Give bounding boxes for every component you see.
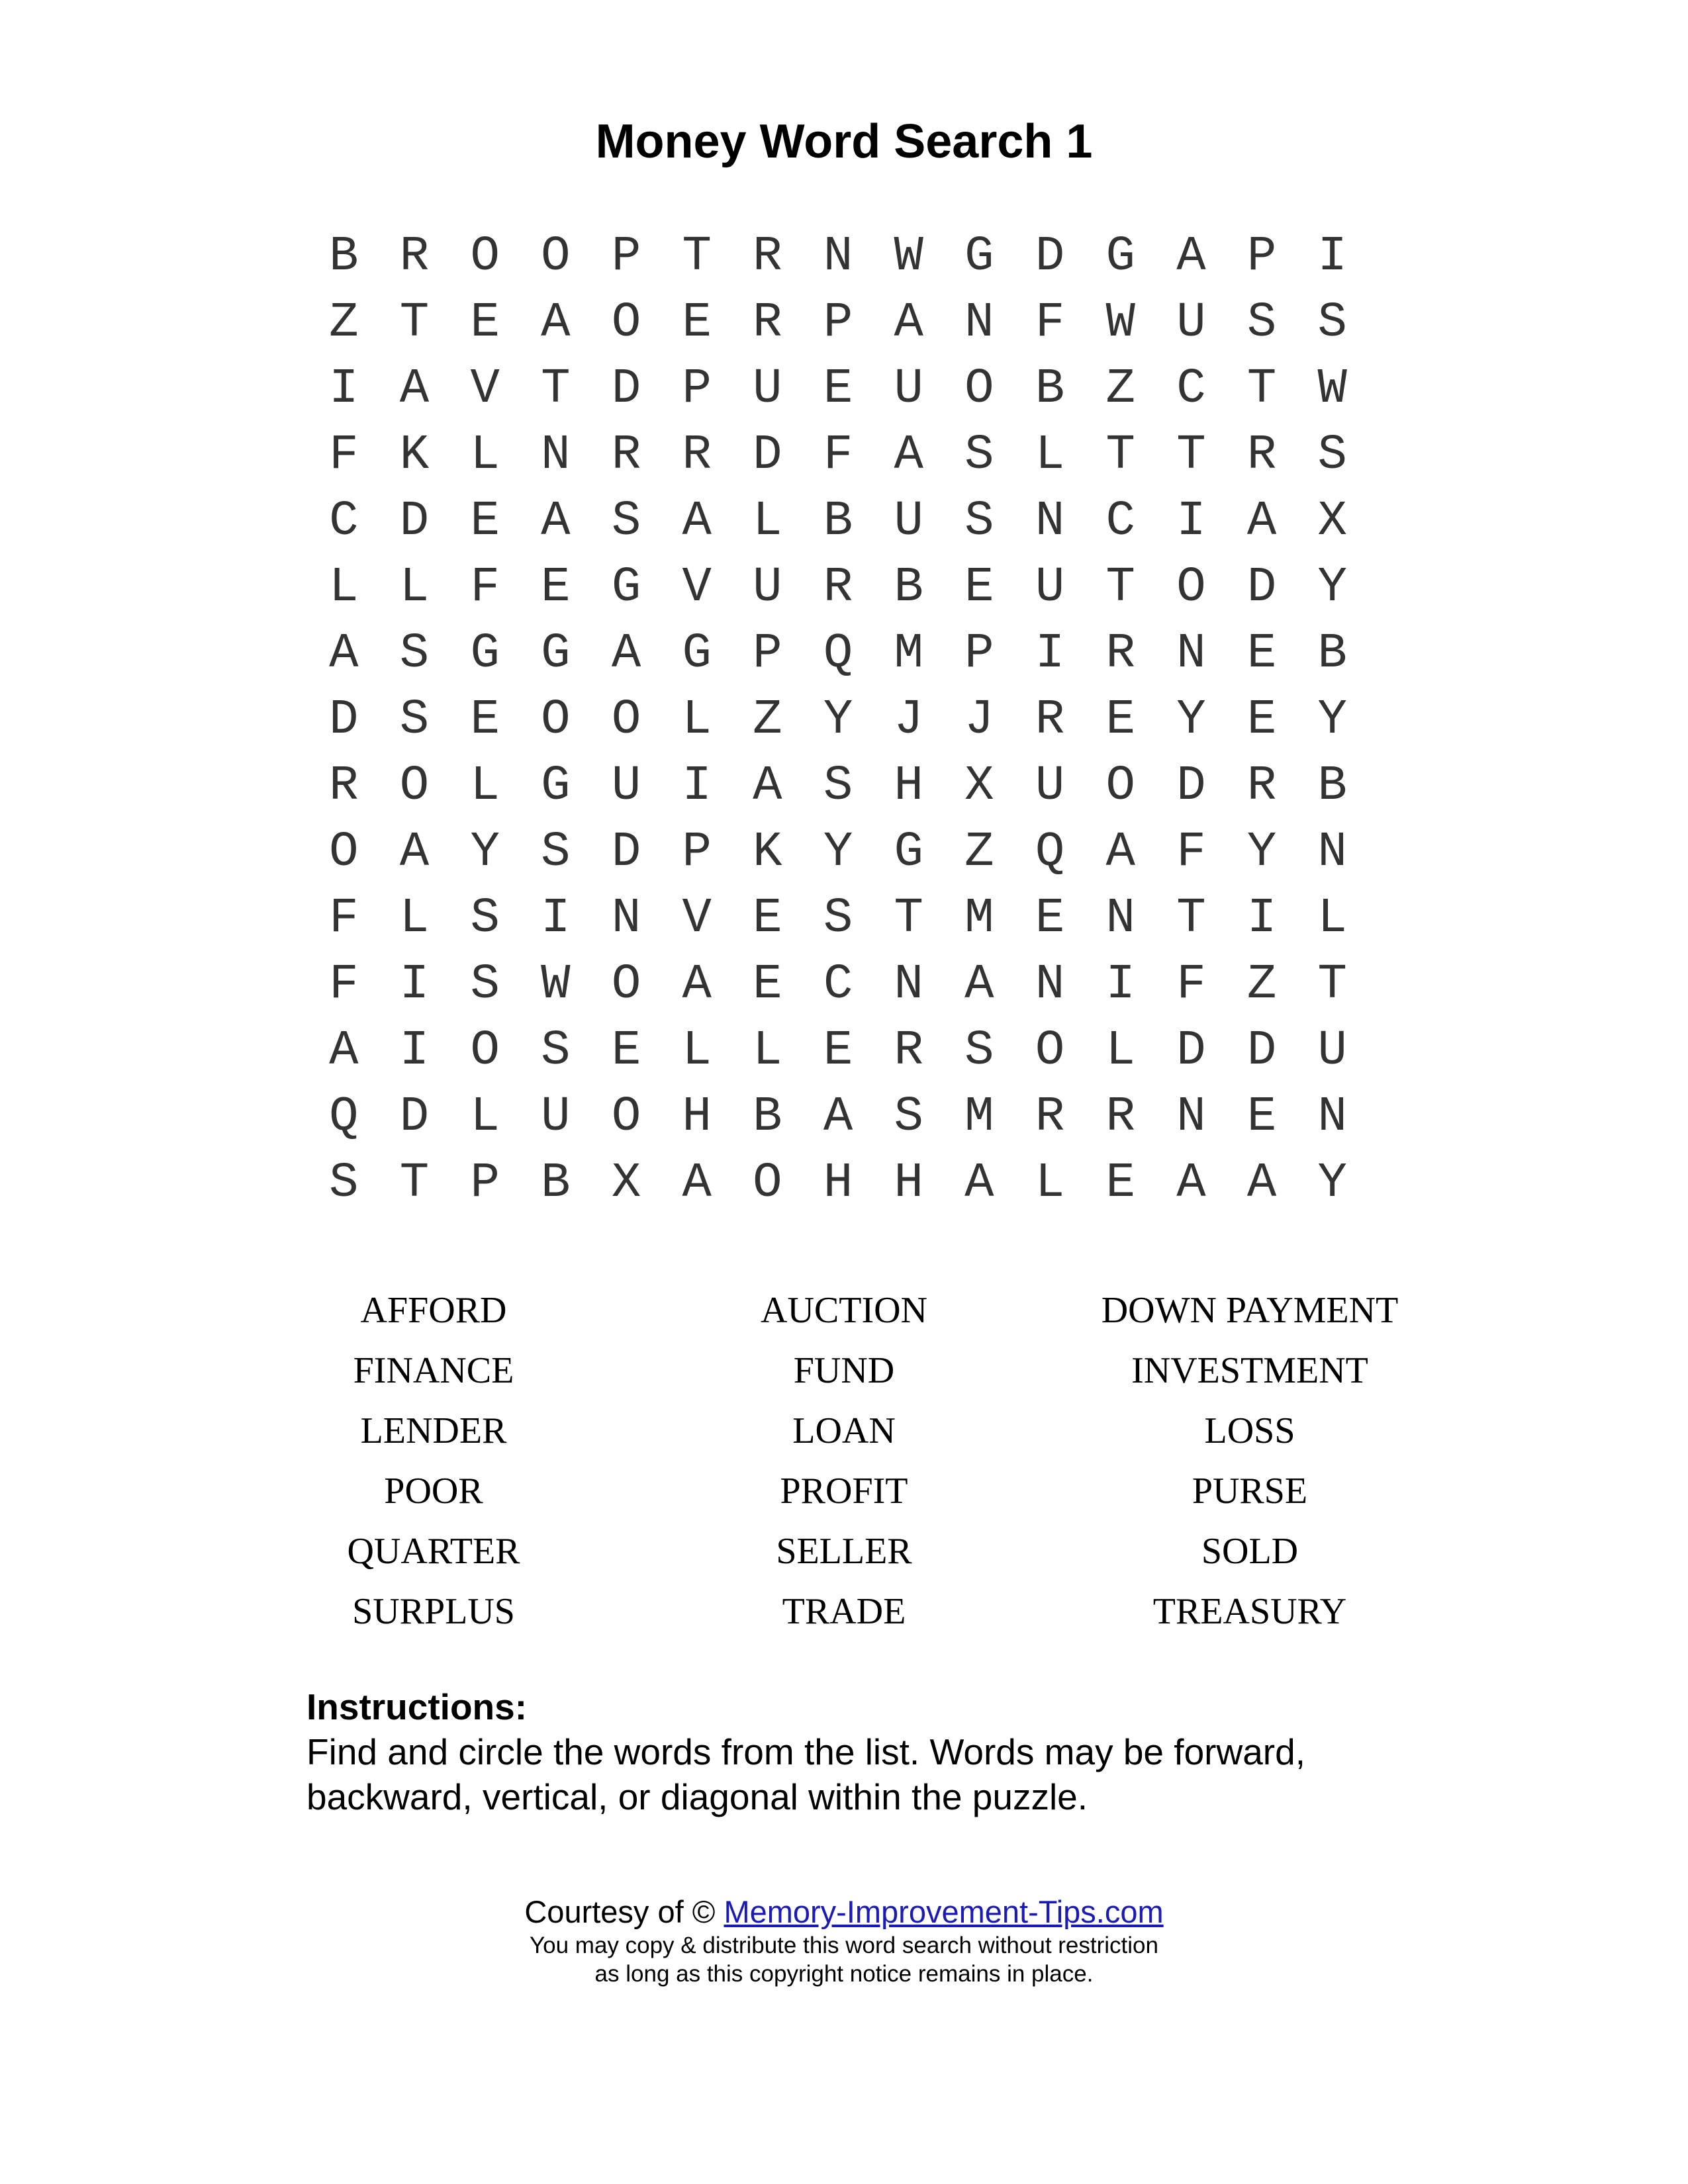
word-list-item: INVESTMENT <box>1131 1350 1368 1391</box>
grid-letter[interactable]: P <box>823 295 853 351</box>
grid-letter[interactable]: D <box>329 692 359 748</box>
grid-letter[interactable]: G <box>682 626 712 682</box>
grid-letter[interactable]: E <box>470 494 500 549</box>
grid-letter[interactable]: I <box>682 758 712 814</box>
grid-letter[interactable]: V <box>682 560 712 615</box>
word-list-row <box>0 1522 1688 1582</box>
grid-letter[interactable]: N <box>1035 957 1065 1013</box>
grid-letter[interactable]: U <box>541 1089 571 1145</box>
grid-letter[interactable]: I <box>329 361 359 417</box>
grid-letter[interactable]: R <box>1035 1089 1065 1145</box>
grid-letter[interactable]: N <box>1317 1089 1347 1145</box>
grid-letter[interactable]: O <box>470 1023 500 1079</box>
word-list-item: PROFIT <box>780 1471 908 1512</box>
grid-letter[interactable]: S <box>823 891 853 946</box>
grid-letter[interactable]: U <box>1035 758 1065 814</box>
grid-letter[interactable]: U <box>894 361 923 417</box>
grid-letter[interactable]: D <box>611 825 641 880</box>
grid-letter[interactable]: D <box>1035 229 1065 285</box>
grid-letter[interactable]: D <box>1176 758 1206 814</box>
grid-letter[interactable]: A <box>964 957 994 1013</box>
grid-letter[interactable]: U <box>1176 295 1206 351</box>
grid-letter[interactable]: O <box>611 295 641 351</box>
grid-row <box>308 290 1368 356</box>
grid-letter[interactable]: A <box>329 1023 359 1079</box>
grid-letter[interactable]: N <box>823 229 853 285</box>
grid-letter[interactable]: K <box>753 825 782 880</box>
grid-letter[interactable]: A <box>541 494 571 549</box>
word-list-item: SELLER <box>776 1531 912 1572</box>
grid-letter[interactable]: A <box>541 295 571 351</box>
grid-letter[interactable]: N <box>964 295 994 351</box>
grid-letter[interactable]: S <box>399 692 430 748</box>
grid-letter[interactable]: L <box>470 758 500 814</box>
grid-letter[interactable]: I <box>541 891 571 946</box>
word-list-item: TRADE <box>782 1591 906 1632</box>
grid-letter[interactable]: M <box>894 626 923 682</box>
grid-letter[interactable]: S <box>1317 295 1347 351</box>
instructions-line-2: backward, vertical, or diagonal within the puzzle. <box>306 1776 1088 1817</box>
grid-letter[interactable]: R <box>399 229 430 285</box>
grid-letter[interactable]: N <box>1176 1089 1206 1145</box>
grid-letter[interactable]: O <box>1105 758 1135 814</box>
grid-row <box>308 488 1368 555</box>
grid-letter[interactable]: T <box>1105 428 1135 483</box>
grid-letter[interactable]: L <box>682 1023 712 1079</box>
instructions-line-1: Find and circle the words from the list. Words may be forward, <box>306 1731 1305 1772</box>
grid-letter[interactable]: L <box>753 494 782 549</box>
grid-letter[interactable]: E <box>470 295 500 351</box>
grid-letter[interactable]: C <box>823 957 853 1013</box>
grid-row <box>308 952 1368 1018</box>
grid-letter[interactable]: P <box>753 626 782 682</box>
grid-letter[interactable]: A <box>823 1089 853 1145</box>
grid-letter[interactable]: E <box>1105 1156 1135 1211</box>
grid-letter[interactable]: B <box>753 1089 782 1145</box>
word-list-row <box>0 1341 1688 1401</box>
grid-letter[interactable]: Y <box>823 692 853 748</box>
grid-letter[interactable]: T <box>682 229 712 285</box>
word-list-item: SURPLUS <box>352 1591 515 1632</box>
grid-letter[interactable]: B <box>894 560 923 615</box>
grid-row <box>308 1084 1368 1150</box>
grid-letter[interactable]: P <box>682 825 712 880</box>
word-list-item: DOWN PAYMENT <box>1101 1290 1399 1331</box>
grid-letter[interactable]: S <box>964 494 994 549</box>
grid-letter[interactable]: W <box>541 957 571 1013</box>
grid-letter[interactable]: G <box>541 758 571 814</box>
grid-letter[interactable]: A <box>399 825 430 880</box>
grid-letter[interactable]: E <box>1035 891 1065 946</box>
grid-letter[interactable]: U <box>1317 1023 1347 1079</box>
grid-letter[interactable]: Z <box>753 692 782 748</box>
grid-letter[interactable]: A <box>1105 825 1135 880</box>
grid-letter[interactable]: E <box>611 1023 641 1079</box>
grid-letter[interactable]: D <box>1176 1023 1206 1079</box>
letter-grid <box>308 224 1368 1216</box>
word-list-item: FUND <box>793 1350 895 1391</box>
grid-letter[interactable]: I <box>1176 494 1206 549</box>
grid-letter[interactable]: U <box>611 758 641 814</box>
grid-letter[interactable]: G <box>964 229 994 285</box>
grid-letter[interactable]: B <box>329 229 359 285</box>
grid-letter[interactable]: A <box>682 494 712 549</box>
grid-letter[interactable]: L <box>1317 891 1347 946</box>
grid-letter[interactable]: D <box>399 1089 430 1145</box>
grid-letter[interactable]: S <box>470 891 500 946</box>
grid-letter[interactable]: W <box>1105 295 1135 351</box>
grid-letter[interactable]: A <box>753 758 782 814</box>
grid-letter[interactable]: E <box>823 361 853 417</box>
grid-letter[interactable]: E <box>823 1023 853 1079</box>
grid-letter[interactable]: R <box>1246 428 1277 483</box>
grid-letter[interactable]: Q <box>1035 825 1065 880</box>
grid-letter[interactable]: G <box>1105 229 1135 285</box>
grid-letter[interactable]: A <box>399 361 430 417</box>
grid-letter[interactable]: O <box>1176 560 1206 615</box>
grid-letter[interactable]: Z <box>964 825 994 880</box>
grid-letter[interactable]: T <box>399 295 430 351</box>
grid-letter[interactable]: N <box>1176 626 1206 682</box>
grid-letter[interactable]: R <box>611 428 641 483</box>
grid-row <box>308 224 1368 290</box>
grid-letter[interactable]: N <box>541 428 571 483</box>
word-list-row <box>0 1281 1688 1341</box>
grid-letter[interactable]: Z <box>1105 361 1135 417</box>
grid-letter[interactable]: C <box>1176 361 1206 417</box>
grid-letter[interactable]: I <box>1035 626 1065 682</box>
grid-letter[interactable]: E <box>1246 692 1277 748</box>
grid-letter[interactable]: Y <box>1176 692 1206 748</box>
word-list-item: QUARTER <box>347 1531 520 1572</box>
grid-letter[interactable]: Z <box>1246 957 1277 1013</box>
grid-letter[interactable]: A <box>1246 1156 1277 1211</box>
grid-letter[interactable]: Q <box>329 1089 359 1145</box>
grid-letter[interactable]: I <box>1105 957 1135 1013</box>
grid-letter[interactable]: R <box>753 229 782 285</box>
grid-letter[interactable]: T <box>1246 361 1277 417</box>
grid-letter[interactable]: I <box>399 957 430 1013</box>
grid-letter[interactable]: J <box>894 692 923 748</box>
grid-letter[interactable]: T <box>1105 560 1135 615</box>
courtesy-prefix: Courtesy of © <box>524 1894 724 1929</box>
grid-letter[interactable]: X <box>611 1156 641 1211</box>
grid-letter[interactable]: P <box>964 626 994 682</box>
grid-letter[interactable]: O <box>611 1089 641 1145</box>
grid-letter[interactable]: B <box>823 494 853 549</box>
grid-letter[interactable]: S <box>541 825 571 880</box>
grid-letter[interactable]: I <box>399 1023 430 1079</box>
grid-letter[interactable]: N <box>1317 825 1347 880</box>
grid-letter[interactable]: A <box>1176 229 1206 285</box>
grid-letter[interactable]: E <box>753 957 782 1013</box>
grid-letter[interactable]: C <box>329 494 359 549</box>
grid-row <box>308 1150 1368 1216</box>
grid-letter[interactable]: A <box>329 626 359 682</box>
grid-letter[interactable]: Z <box>329 295 359 351</box>
grid-letter[interactable]: B <box>1317 626 1347 682</box>
grid-letter[interactable]: F <box>470 560 500 615</box>
grid-letter[interactable]: I <box>1317 229 1347 285</box>
grid-letter[interactable]: H <box>894 1156 923 1211</box>
instructions-block <box>306 1684 1432 1819</box>
grid-letter[interactable]: O <box>611 692 641 748</box>
grid-letter[interactable]: L <box>682 692 712 748</box>
grid-letter[interactable]: O <box>611 957 641 1013</box>
grid-letter[interactable]: L <box>399 891 430 946</box>
grid-letter[interactable]: H <box>894 758 923 814</box>
grid-letter[interactable]: W <box>894 229 923 285</box>
grid-letter[interactable]: Y <box>823 825 853 880</box>
grid-letter[interactable]: R <box>1105 626 1135 682</box>
grid-letter[interactable]: E <box>541 560 571 615</box>
word-list-item: LENDER <box>360 1410 507 1451</box>
grid-row <box>308 753 1368 819</box>
grid-letter[interactable]: A <box>682 1156 712 1211</box>
grid-letter[interactable]: S <box>541 1023 571 1079</box>
grid-letter[interactable]: S <box>611 494 641 549</box>
grid-letter[interactable]: O <box>753 1156 782 1211</box>
grid-letter[interactable]: N <box>1105 891 1135 946</box>
site-link[interactable]: Memory-Improvement-Tips.com <box>724 1894 1164 1929</box>
grid-letter[interactable]: U <box>753 361 782 417</box>
grid-letter[interactable]: B <box>1317 758 1347 814</box>
grid-letter[interactable]: F <box>329 957 359 1013</box>
word-list-item: POOR <box>384 1471 483 1512</box>
grid-letter[interactable]: F <box>823 428 853 483</box>
grid-letter[interactable]: Y <box>1317 692 1347 748</box>
grid-letter[interactable]: B <box>541 1156 571 1211</box>
grid-letter[interactable]: O <box>470 229 500 285</box>
word-list-item: PURSE <box>1192 1471 1308 1512</box>
word-list-item: TREASURY <box>1152 1591 1347 1632</box>
grid-letter[interactable]: Y <box>470 825 500 880</box>
grid-letter[interactable]: O <box>541 229 571 285</box>
grid-letter[interactable]: Q <box>823 626 853 682</box>
word-list <box>0 1281 1688 1651</box>
grid-letter[interactable]: T <box>399 1156 430 1211</box>
word-list-item: SOLD <box>1201 1531 1299 1572</box>
grid-letter[interactable]: P <box>470 1156 500 1211</box>
grid-letter[interactable]: L <box>399 560 430 615</box>
grid-letter[interactable]: S <box>399 626 430 682</box>
grid-letter[interactable]: U <box>1035 560 1065 615</box>
grid-letter[interactable]: R <box>1035 692 1065 748</box>
grid-letter[interactable]: S <box>823 758 853 814</box>
grid-letter[interactable]: O <box>541 692 571 748</box>
grid-letter[interactable]: L <box>329 560 359 615</box>
grid-letter[interactable]: R <box>1105 1089 1135 1145</box>
grid-letter[interactable]: R <box>329 758 359 814</box>
grid-letter[interactable]: P <box>1246 229 1277 285</box>
grid-letter[interactable]: D <box>1246 560 1277 615</box>
grid-letter[interactable]: L <box>470 1089 500 1145</box>
grid-letter[interactable]: A <box>682 957 712 1013</box>
grid-letter[interactable]: T <box>894 891 923 946</box>
grid-letter[interactable]: K <box>399 428 430 483</box>
grid-letter[interactable]: A <box>1176 1156 1206 1211</box>
footer <box>0 1893 1688 1988</box>
grid-letter[interactable]: L <box>1035 428 1065 483</box>
grid-letter[interactable]: O <box>329 825 359 880</box>
grid-letter[interactable]: H <box>823 1156 853 1211</box>
grid-letter[interactable]: O <box>399 758 430 814</box>
word-list-row <box>0 1582 1688 1642</box>
grid-row <box>308 356 1368 422</box>
word-list-item: LOSS <box>1204 1410 1295 1451</box>
grid-row <box>308 621 1368 687</box>
grid-letter[interactable]: D <box>399 494 430 549</box>
word-list-item: AUCTION <box>761 1290 927 1331</box>
grid-letter[interactable]: E <box>470 692 500 748</box>
grid-letter[interactable]: O <box>1035 1023 1065 1079</box>
grid-row <box>308 886 1368 952</box>
grid-letter[interactable]: T <box>541 361 571 417</box>
grid-letter[interactable]: E <box>1246 626 1277 682</box>
grid-letter[interactable]: S <box>470 957 500 1013</box>
grid-letter[interactable]: M <box>964 1089 994 1145</box>
grid-letter[interactable]: F <box>329 428 359 483</box>
grid-letter[interactable]: I <box>1246 891 1277 946</box>
grid-letter[interactable]: S <box>1246 295 1277 351</box>
grid-letter[interactable]: E <box>753 891 782 946</box>
grid-letter[interactable]: C <box>1105 494 1135 549</box>
grid-letter[interactable]: G <box>894 825 923 880</box>
word-list-item: FINANCE <box>353 1350 514 1391</box>
grid-letter[interactable]: R <box>823 560 853 615</box>
grid-letter[interactable]: D <box>753 428 782 483</box>
grid-letter[interactable]: E <box>682 295 712 351</box>
grid-letter[interactable]: D <box>611 361 641 417</box>
grid-letter[interactable]: S <box>894 1089 923 1145</box>
grid-letter[interactable]: A <box>1246 494 1277 549</box>
grid-letter[interactable]: R <box>753 295 782 351</box>
word-list-row <box>0 1461 1688 1522</box>
grid-letter[interactable]: G <box>611 560 641 615</box>
grid-letter[interactable]: A <box>611 626 641 682</box>
grid-row <box>308 819 1368 886</box>
grid-letter[interactable]: E <box>1246 1089 1277 1145</box>
grid-letter[interactable]: E <box>964 560 994 615</box>
grid-letter[interactable]: Y <box>1246 825 1277 880</box>
grid-row <box>308 422 1368 488</box>
grid-letter[interactable]: H <box>682 1089 712 1145</box>
grid-letter[interactable]: N <box>1035 494 1065 549</box>
page-title: Money Word Search 1 <box>595 115 1093 168</box>
grid-letter[interactable]: D <box>1246 1023 1277 1079</box>
grid-letter[interactable]: G <box>470 626 500 682</box>
copyright-notice-line-1: You may copy & distribute this word search without restriction <box>530 1933 1158 1958</box>
grid-letter[interactable]: T <box>1176 428 1206 483</box>
grid-letter[interactable]: R <box>1246 758 1277 814</box>
grid-letter[interactable]: L <box>753 1023 782 1079</box>
grid-letter[interactable]: M <box>964 891 994 946</box>
grid-row <box>308 1018 1368 1084</box>
grid-letter[interactable]: V <box>470 361 500 417</box>
grid-letter[interactable]: U <box>894 494 923 549</box>
grid-letter[interactable]: A <box>894 428 923 483</box>
word-list-item: LOAN <box>792 1410 896 1451</box>
copyright-notice-line-2: as long as this copyright notice remains in place. <box>594 1961 1094 1987</box>
grid-letter[interactable]: L <box>1035 1156 1065 1211</box>
grid-letter[interactable]: F <box>1035 295 1065 351</box>
grid-letter[interactable]: Y <box>1317 1156 1347 1211</box>
grid-letter[interactable]: P <box>682 361 712 417</box>
grid-letter[interactable]: L <box>1105 1023 1135 1079</box>
grid-letter[interactable]: X <box>1317 494 1347 549</box>
grid-letter[interactable]: P <box>611 229 641 285</box>
grid-letter[interactable]: F <box>1176 957 1206 1013</box>
grid-letter[interactable]: A <box>964 1156 994 1211</box>
instructions-heading: Instructions: <box>306 1686 528 1727</box>
grid-letter[interactable]: E <box>1105 692 1135 748</box>
grid-letter[interactable]: R <box>894 1023 923 1079</box>
grid-letter[interactable]: U <box>753 560 782 615</box>
grid-letter[interactable]: F <box>1176 825 1206 880</box>
grid-letter[interactable]: L <box>470 428 500 483</box>
grid-letter[interactable]: Y <box>1317 560 1347 615</box>
word-list-row <box>0 1401 1688 1461</box>
grid-letter[interactable]: T <box>1176 891 1206 946</box>
grid-letter[interactable]: J <box>964 692 994 748</box>
word-list-item: AFFORD <box>360 1290 507 1331</box>
grid-letter[interactable]: B <box>1035 361 1065 417</box>
grid-letter[interactable]: S <box>329 1156 359 1211</box>
grid-letter[interactable]: X <box>964 758 994 814</box>
grid-letter[interactable]: W <box>1317 361 1347 417</box>
grid-letter[interactable]: T <box>1317 957 1347 1013</box>
grid-letter[interactable]: S <box>964 428 994 483</box>
grid-letter[interactable]: N <box>894 957 923 1013</box>
grid-letter[interactable]: O <box>964 361 994 417</box>
grid-letter[interactable]: S <box>1317 428 1347 483</box>
grid-letter[interactable]: R <box>682 428 712 483</box>
grid-letter[interactable]: F <box>329 891 359 946</box>
courtesy-line <box>0 1893 1688 1931</box>
grid-letter[interactable]: A <box>894 295 923 351</box>
grid-row <box>308 687 1368 753</box>
grid-letter[interactable]: V <box>682 891 712 946</box>
grid-letter[interactable]: G <box>541 626 571 682</box>
grid-letter[interactable]: N <box>611 891 641 946</box>
grid-letter[interactable]: S <box>964 1023 994 1079</box>
grid-row <box>308 555 1368 621</box>
